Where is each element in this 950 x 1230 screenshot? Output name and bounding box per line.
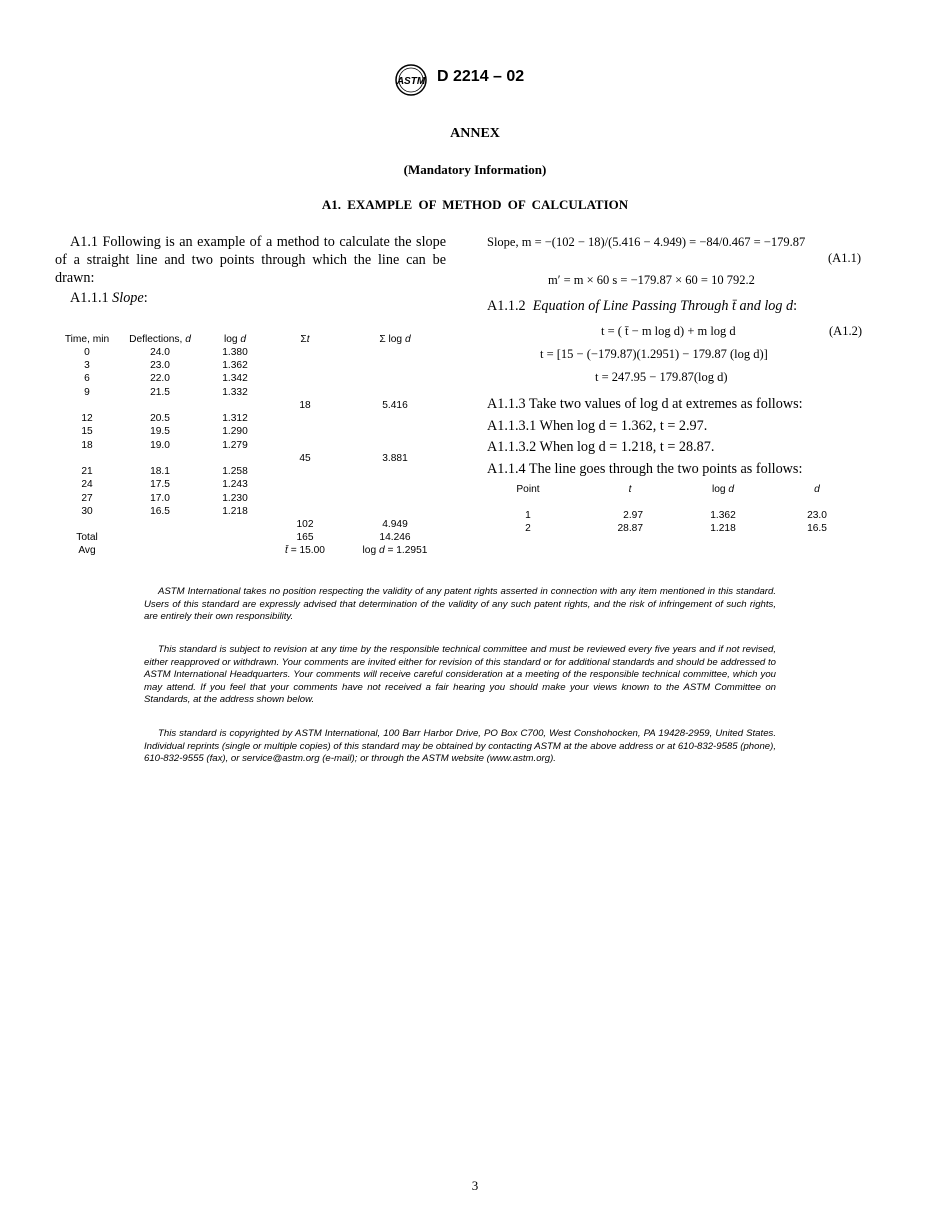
points-header-log bbox=[695, 484, 751, 495]
point-row-d: 23.0 bbox=[807, 510, 827, 521]
a113-text: A1.1.3 Take two values of log d at extremes as follows: bbox=[487, 396, 803, 412]
points-log-var: d bbox=[728, 484, 735, 495]
point-row-number: 2 bbox=[525, 523, 531, 534]
points-header-point: Point bbox=[516, 484, 540, 495]
a112-colon: : bbox=[793, 298, 798, 314]
table-cell-t: 24 bbox=[81, 479, 93, 490]
table-cell-log: 1.342 bbox=[222, 373, 248, 384]
table-cell-log: 1.312 bbox=[222, 413, 248, 424]
points-header-t bbox=[610, 484, 650, 495]
table-cell-d: 18.1 bbox=[150, 466, 170, 477]
avg-t-value: = 15.00 bbox=[287, 545, 325, 556]
total-sum-log: 14.246 bbox=[379, 532, 411, 543]
col-header-deflections bbox=[115, 334, 205, 345]
sum-t-value: 45 bbox=[299, 453, 311, 464]
defl-header-text: Deflections, bbox=[129, 334, 186, 345]
table-cell-d: 20.5 bbox=[150, 413, 170, 424]
avg-log-pre: log bbox=[362, 545, 379, 556]
avg-t-var: t̄ bbox=[285, 545, 288, 556]
a112-title: Equation of Line Passing Through t̄ and log d bbox=[532, 298, 794, 314]
table-cell-t: 3 bbox=[84, 360, 90, 371]
a1132-text: A1.1.3.2 When log d = 1.218, t = 28.87. bbox=[487, 439, 715, 455]
annex-title: ANNEX bbox=[450, 126, 500, 141]
logo-text: ASTM bbox=[396, 76, 426, 87]
defl-header-var: d bbox=[185, 334, 191, 345]
sum-t-value: 102 bbox=[296, 519, 314, 530]
table-cell-t: 0 bbox=[84, 347, 90, 358]
table-cell-d: 19.0 bbox=[150, 440, 170, 451]
table-cell-t: 15 bbox=[81, 426, 93, 437]
point-row-d: 16.5 bbox=[807, 523, 827, 534]
m-prime-equation: m′ = m × 60 s = −179.87 × 60 = 10 792.2 bbox=[548, 273, 755, 287]
table-cell-d: 19.5 bbox=[150, 426, 170, 437]
a112-heading bbox=[487, 298, 797, 315]
sum-t-var: t bbox=[306, 334, 310, 345]
sum-log-value: 5.416 bbox=[382, 400, 408, 411]
a114-text: A1.1.4 The line goes through the two points as follows: bbox=[487, 461, 803, 477]
point-row-number: 1 bbox=[525, 510, 531, 521]
col-header-sum-log bbox=[345, 334, 445, 345]
table-cell-log: 1.380 bbox=[222, 347, 248, 358]
slope-heading bbox=[70, 290, 148, 307]
total-sum-t: 165 bbox=[296, 532, 314, 543]
log-header-var: d bbox=[240, 334, 247, 345]
col-header-time: Time, min bbox=[64, 334, 110, 345]
revision-notice: This standard is subject to revision at any time by the responsible technical committee and must be reviewed every five years and if not revised, either reapproved or withdrawn. Your comments are invited either for revision of this standard or for additional standards and should be addressed to ASTM International Headquarters. Your comments will receive careful consideration at a meeting of the responsible technical committee, which you may attend. If you feel that your comments have not received a fair hearing you should make your views known to the ASTM Committee on Standards, at the address shown below. bbox=[144, 644, 776, 706]
sum-log-value: 4.949 bbox=[382, 519, 408, 530]
table-cell-t: 21 bbox=[81, 466, 93, 477]
table-cell-t: 30 bbox=[81, 506, 93, 517]
table-cell-t: 12 bbox=[81, 413, 93, 424]
a1131-text: A1.1.3.1 When log d = 1.362, t = 2.97. bbox=[487, 418, 708, 434]
table-cell-log: 1.258 bbox=[222, 466, 248, 477]
points-t-var: t bbox=[628, 484, 632, 495]
points-log-text: log bbox=[711, 484, 729, 495]
table-cell-t: 6 bbox=[84, 373, 90, 384]
table-cell-log: 1.290 bbox=[222, 426, 248, 437]
annex-subtitle: (Mandatory Information) bbox=[403, 162, 547, 177]
table-cell-log: 1.230 bbox=[222, 493, 248, 504]
document-id: D 2214 – 02 bbox=[437, 68, 525, 85]
copyright-notice: This standard is copyrighted by ASTM International, 100 Barr Harbor Drive, PO Box C700, West Conshohocken, PA 19428-2959, United States. Individual reprints (single or multiple copies) of this standard may be obtained by contacting ASTM at the above address or at 610-832-9585 (phone), 610-832-9555 (fax), or service@astm.org (e-mail); or through the ASTM website (www.astm.org). bbox=[144, 728, 776, 765]
slope-label: A1.1.1 bbox=[70, 290, 109, 306]
table-cell-d: 16.5 bbox=[150, 506, 170, 517]
sum-log-text: Σ log bbox=[379, 334, 405, 345]
table-cell-d: 24.0 bbox=[150, 347, 170, 358]
points-header-d bbox=[797, 484, 837, 495]
a112-label: A1.1.2 bbox=[487, 298, 526, 314]
points-d-var: d bbox=[814, 484, 820, 495]
col-header-sum-t bbox=[280, 334, 330, 345]
sum-t-symbol: Σ bbox=[300, 334, 307, 345]
point-row-t: 28.87 bbox=[617, 523, 643, 534]
avg-log bbox=[345, 545, 445, 556]
table-cell-log: 1.362 bbox=[222, 360, 248, 371]
sum-log-value: 3.881 bbox=[382, 453, 408, 464]
table-cell-log: 1.332 bbox=[222, 387, 248, 398]
patent-notice: ASTM International takes no position respecting the validity of any patent rights asserted in connection with any item mentioned in this standard. Users of this standard are expressly advised that determination of the validity of any such patent rights, and the risk of infringement of such rights, are entirely their own responsibility. bbox=[144, 586, 776, 623]
point-row-t: 2.97 bbox=[623, 510, 643, 521]
table-cell-d: 23.0 bbox=[150, 360, 170, 371]
equation-a1-2: t = ( t̄ − m log d) + m log d bbox=[601, 324, 736, 338]
table-cell-d: 17.0 bbox=[150, 493, 170, 504]
table-cell-d: 22.0 bbox=[150, 373, 170, 384]
sum-log-var: d bbox=[404, 334, 411, 345]
avg-log-var: d bbox=[378, 545, 385, 556]
total-label: Total bbox=[76, 532, 98, 543]
slope-colon: : bbox=[143, 290, 148, 306]
table-cell-log: 1.218 bbox=[222, 506, 248, 517]
equation-number-a1-2: (A1.2) bbox=[829, 324, 862, 338]
avg-label: Avg bbox=[78, 545, 96, 556]
table-cell-t: 27 bbox=[81, 493, 93, 504]
table-cell-d: 17.5 bbox=[150, 479, 170, 490]
avg-t bbox=[272, 545, 338, 556]
page-number: 3 bbox=[471, 1178, 479, 1193]
table-cell-log: 1.243 bbox=[222, 479, 248, 490]
intro-paragraph: A1.1 Following is an example of a method to calculate the slope of a straight line and two points through which the line can be drawn: bbox=[55, 234, 446, 286]
col-header-log bbox=[205, 334, 265, 345]
slope-title: Slope bbox=[112, 290, 144, 306]
table-cell-d: 21.5 bbox=[150, 387, 170, 398]
equation-t-final: t = 247.95 − 179.87(log d) bbox=[595, 370, 728, 384]
log-header-text: log bbox=[223, 334, 241, 345]
avg-log-value: = 1.2951 bbox=[384, 545, 428, 556]
table-cell-t: 9 bbox=[84, 387, 90, 398]
section-heading: A1. EXAMPLE OF METHOD OF CALCULATION bbox=[321, 197, 629, 212]
slope-equation: Slope, m = −(102 − 18)/(5.416 − 4.949) = −84/0.467 = −179.87 bbox=[487, 235, 806, 249]
table-cell-t: 18 bbox=[81, 440, 93, 451]
point-row-log: 1.218 bbox=[710, 523, 736, 534]
astm-logo bbox=[394, 63, 428, 97]
table-cell-log: 1.279 bbox=[222, 440, 248, 451]
sum-t-value: 18 bbox=[299, 400, 311, 411]
equation-number-a1-1: (A1.1) bbox=[828, 251, 861, 265]
equation-t-expanded: t = [15 − (−179.87)(1.2951) − 179.87 (log d)] bbox=[540, 347, 768, 361]
point-row-log: 1.362 bbox=[710, 510, 736, 521]
